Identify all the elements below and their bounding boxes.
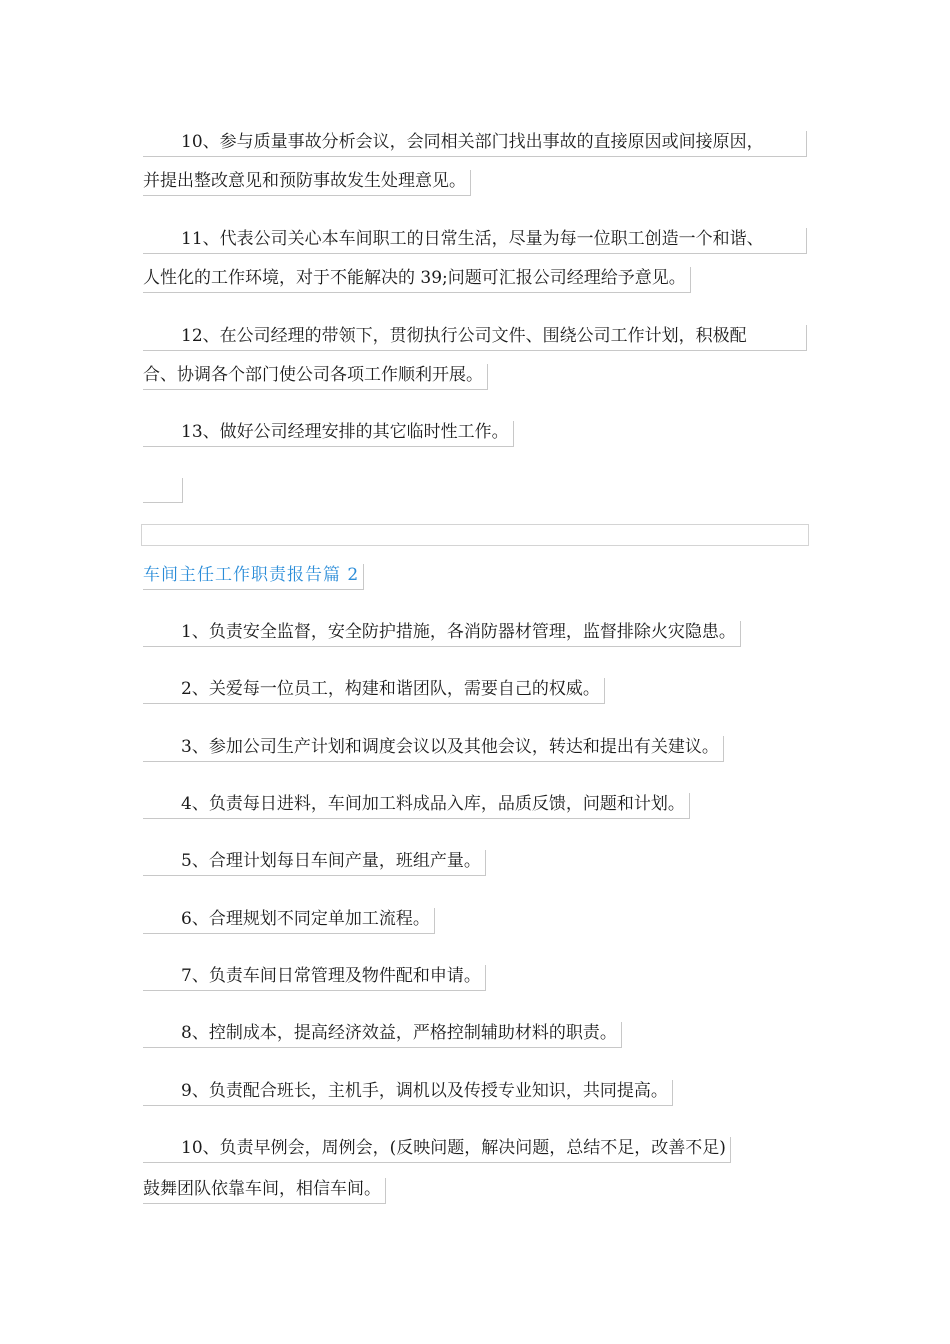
empty-paragraph-marker xyxy=(143,478,183,503)
list-item-7: 7、负责车间日常管理及物件配和申请。 xyxy=(143,965,486,991)
list-item-10-line-1: 10、负责早例会，周例会，(反映问题，解决问题，总结不足，改善不足) xyxy=(143,1137,731,1163)
list-item-5: 5、合理计划每日车间产量，班组产量。 xyxy=(143,850,486,876)
section-divider xyxy=(141,524,809,546)
paragraph-item-13: 13、做好公司经理安排的其它临时性工作。 xyxy=(143,421,514,447)
list-item-3: 3、参加公司生产计划和调度会议以及其他会议，转达和提出有关建议。 xyxy=(143,736,724,762)
paragraph-item-12-line-2: 合、协调各个部门使公司各项工作顺利开展。 xyxy=(143,364,488,390)
section-heading: 车间主任工作职责报告篇 2 xyxy=(143,564,364,590)
list-item-1: 1、负责安全监督，安全防护措施，各消防器材管理，监督排除火灾隐患。 xyxy=(143,621,741,647)
paragraph-item-12-line-1: 12、在公司经理的带领下，贯彻执行公司文件、围绕公司工作计划，积极配 xyxy=(143,325,807,351)
list-item-10-line-2: 鼓舞团队依靠车间，相信车间。 xyxy=(143,1178,386,1204)
list-item-6: 6、合理规划不同定单加工流程。 xyxy=(143,908,435,934)
paragraph-item-10-line-2: 并提出整改意见和预防事故发生处理意见。 xyxy=(143,170,471,196)
list-item-4: 4、负责每日进料，车间加工料成品入库，品质反馈，问题和计划。 xyxy=(143,793,690,819)
paragraph-item-10-line-1: 10、参与质量事故分析会议，会同相关部门找出事故的直接原因或间接原因， xyxy=(143,131,807,157)
paragraph-item-11-line-1: 11、代表公司关心本车间职工的日常生活，尽量为每一位职工创造一个和谐、 xyxy=(143,228,807,254)
paragraph-item-11-line-2: 人性化的工作环境，对于不能解决的 39;问题可汇报公司经理给予意见。 xyxy=(143,267,691,293)
list-item-8: 8、控制成本，提高经济效益，严格控制辅助材料的职责。 xyxy=(143,1022,622,1048)
list-item-9: 9、负责配合班长，主机手，调机以及传授专业知识，共同提高。 xyxy=(143,1080,673,1106)
list-item-2: 2、关爱每一位员工，构建和谐团队，需要自己的权威。 xyxy=(143,678,605,704)
